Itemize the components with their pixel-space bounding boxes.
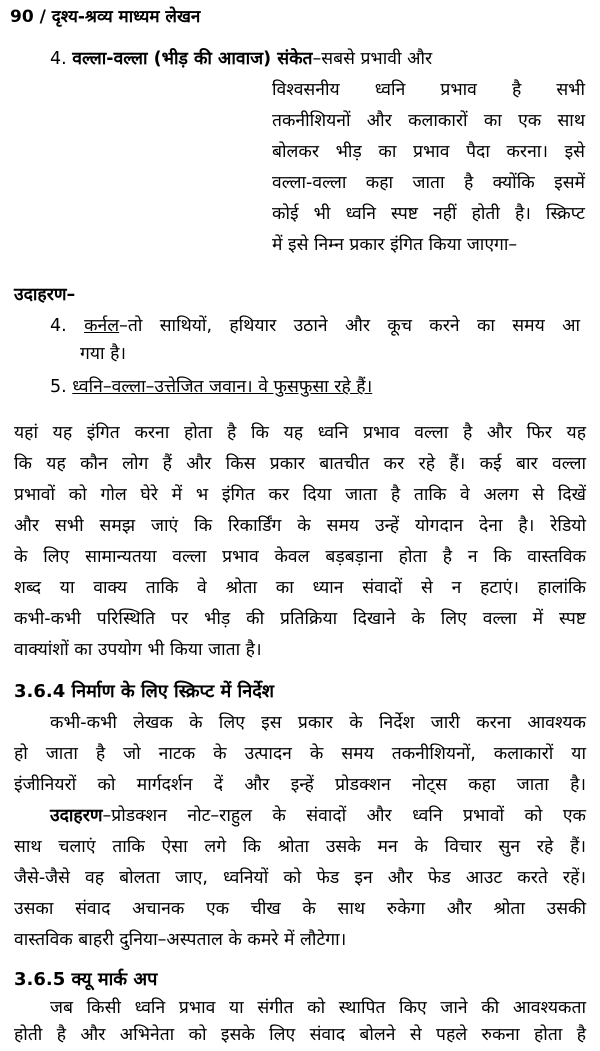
item-number: 4. <box>50 49 67 69</box>
item-term: वल्ला-वल्ला (भीड़ की आवाज) संकेत <box>72 49 313 69</box>
section-example-line: वास्तविक बाहरी दुनिया–अस्पताल के कमरे में लौटेगा। <box>14 930 347 950</box>
section-heading: 3.6.5 क्यू मार्क अप <box>14 969 158 990</box>
example-item <box>50 311 580 342</box>
example-number: 5. <box>50 377 67 397</box>
example-item <box>50 372 372 403</box>
item-4-line: कोई भी ध्वनि स्पष्ट नहीं होती है। स्क्रिप्ट <box>272 204 585 224</box>
example-speaker: कर्नल <box>84 316 120 336</box>
page-number: 90 <box>10 7 34 27</box>
header-separator: / <box>39 7 46 27</box>
item-lead: –सबसे प्रभावी और <box>312 49 433 69</box>
section-example-label: उदाहरण <box>50 806 103 826</box>
paragraph-line: वाक्यांशों का उपयोग भी किया जाता है। <box>14 640 262 660</box>
paragraph-line: और सभी समझ जाएं कि रिकार्डिंग के समय उन्हें योगदान देना है। रेडियो <box>14 516 586 536</box>
item-4-line: में इसे निम्न प्रकार इंगित किया जाएगा– <box>272 235 518 255</box>
paragraph-line: के लिए सामान्यतया वल्ला प्रभाव केवल बड़बड़ाना होता है न कि वास्तविक <box>14 547 586 567</box>
item-4-line: तकनीशियनों और कलाकारों का एक साथ <box>272 111 585 131</box>
example-continuation: गया है। <box>80 344 127 364</box>
section-line: होती है और अभिनेता को इसके लिए संवाद बोलने से पहले रुकना होता है <box>14 1025 586 1045</box>
example-label: उदाहरण– <box>14 285 76 305</box>
section-heading: 3.6.4 निर्माण के लिए स्क्रिप्ट में निर्देश <box>14 681 274 702</box>
item-4-line: वल्ला-वल्ला कहा जाता है क्योंकि इसमें <box>272 173 585 193</box>
section-example-line: जैसे-जैसे वह बोलता जाए, ध्वनियों को फेड इन और फेड आउट करते रहें। <box>14 868 586 888</box>
section-example-text: –प्रोडक्शन नोट–राहुल के संवादों और ध्वनि प्रभावों को एक <box>102 806 586 826</box>
section-example-line: साथ चलाएं ताकि ऐसा लगे कि श्रोता उसके मन के विचार सुन रहे हैं। <box>14 837 586 857</box>
section-line: इंजीनियरों को मार्गदर्शन दें और इन्हें प्रोडक्शन नोट्स कहा जाता है। <box>14 775 586 795</box>
section-line: कभी-कभी लेखक के लिए इस प्रकार के निर्देश जारी करना आवश्यक <box>50 713 586 733</box>
section-line: हो जाता है जो नाटक के उत्पादन के समय तकनीशियनों, कलाकारों या <box>14 744 586 764</box>
paragraph-line: कभी-कभी परिस्थिति पर भीड़ की प्रतिक्रिया दिखाने के लिए वल्ला में स्पष्ट <box>14 609 586 629</box>
book-title: दृश्य-श्रव्य माध्यम लेखन <box>51 7 201 27</box>
example-number: 4. <box>50 316 67 336</box>
item-4-line: बोलकर भीड़ का प्रभाव पैदा करना। इसे <box>272 142 585 162</box>
paragraph-line: शब्द या वाक्य ताकि वे श्रोता का ध्यान संवादों से न हटाएं। हालांकि <box>14 578 586 598</box>
paragraph-line: प्रभावों को गोल घेरे में भ इंगित कर दिया जाता है ताकि वे अलग से दिखें <box>14 485 586 505</box>
item-4-line: विश्वसनीय ध्वनि प्रभाव है सभी <box>272 80 585 100</box>
paragraph-line: कि यह कौन लोग हैं और किस प्रकार बातचीत कर रहे हैं। कई बार वल्ला <box>14 454 586 474</box>
example-text: –तो साथियों, हथियार उठाने और कूच करने का समय आ <box>119 316 580 336</box>
section-example-line: उसका संवाद अचानक एक चीख के साथ रुकेगा और श्रोता उसकी <box>14 899 586 919</box>
section-example-first-line <box>50 801 586 832</box>
example-text: ध्वनि–वल्ला–उत्तेजित जवान। वे फुसफुसा रहे हैं। <box>72 377 373 397</box>
item-4-first-line <box>50 44 432 75</box>
running-header <box>10 4 200 30</box>
section-line: जब किसी ध्वनि प्रभाव या संगीत को स्थापित किए जाने की आवश्यकता <box>50 998 586 1018</box>
paragraph-line: यहां यह इंगित करना होता है कि यह ध्वनि प्रभाव वल्ला है और फिर यह <box>14 423 586 443</box>
